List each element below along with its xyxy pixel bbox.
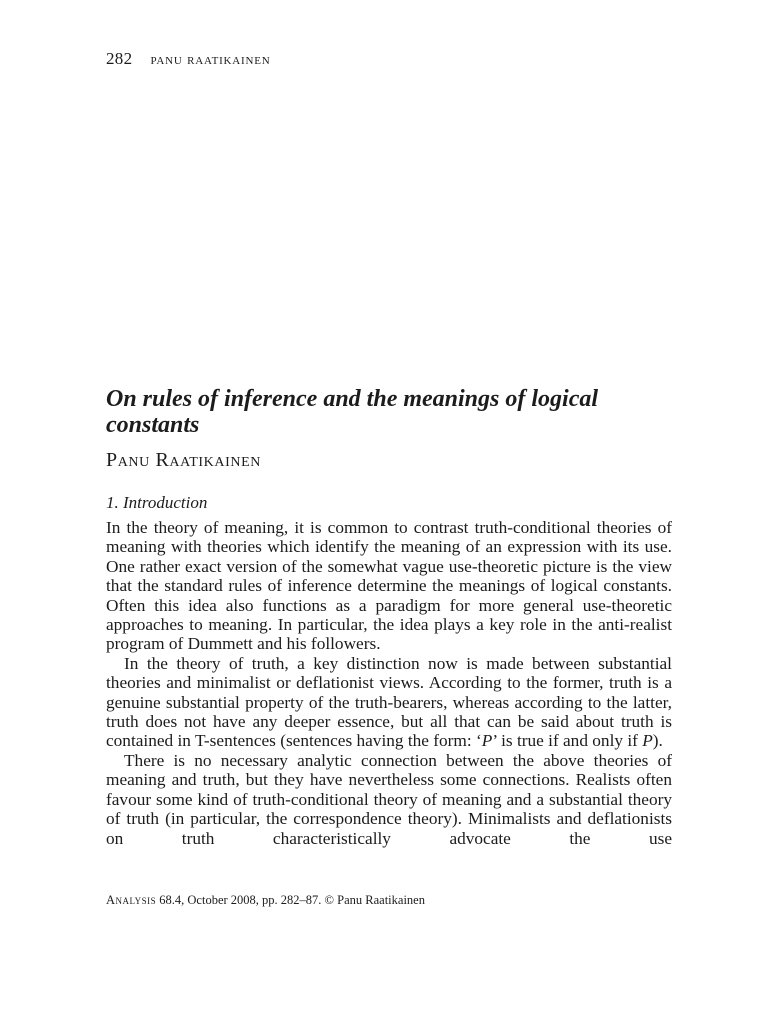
- paragraph-2-text-cont: ’ is true if and only if: [492, 731, 643, 751]
- paragraph-3: There is no necessary analytic connection between the above theories of meaning and truth, but they have nevertheless some connections. Realists often favour some kind of truth-conditional theory of meaning and a substantial theory of truth (in particular, the correspondence theory). Minimalists and deflationists on truth characteristically advocate the use: [106, 750, 672, 848]
- citation-text: 68.4, October 2008, pp. 282–87. © Panu Raatikainen: [156, 893, 425, 907]
- paragraph-2-text: In the theory of truth, a key distinction now is made between substantial theories and minimalist or deflationist views. According to the former, truth is a genuine substantial property of the truth-bearers, whereas according to the latter, truth does not have any deeper essence, but all that can be said about truth is contained in T-sentences (sentences having the form: ‘: [106, 653, 672, 751]
- paragraph-2: [106, 654, 672, 751]
- footer-citation: [106, 893, 425, 908]
- running-head: [106, 49, 271, 69]
- page-number: 282: [106, 49, 133, 68]
- running-head-author: panu raatikainen: [150, 52, 271, 68]
- journal-name: Analysis: [106, 893, 157, 907]
- italic-symbol: P: [642, 731, 653, 751]
- article-author: Panu Raatikainen: [106, 449, 261, 471]
- paragraph-2-text-end: ).: [652, 731, 663, 751]
- article-title: On rules of inference and the meanings of logical constants: [106, 386, 599, 438]
- paragraph-1: In the theory of meaning, it is common to contrast truth-conditional theories of meaning with theories which identify the meaning of an expression with its use. One rather exact version of the somewhat vague use-theoretic picture is the view that the standard rules of inference determine the meanings of logical constants. Often this idea also functions as a paradigm for more general use-theoretic approaches to meaning. In particular, the idea plays a key role in the anti-realist program of Dummett and his followers.: [106, 518, 672, 654]
- article-body: [106, 518, 672, 848]
- italic-symbol: P: [481, 731, 493, 751]
- section-heading: 1. Introduction: [106, 493, 208, 512]
